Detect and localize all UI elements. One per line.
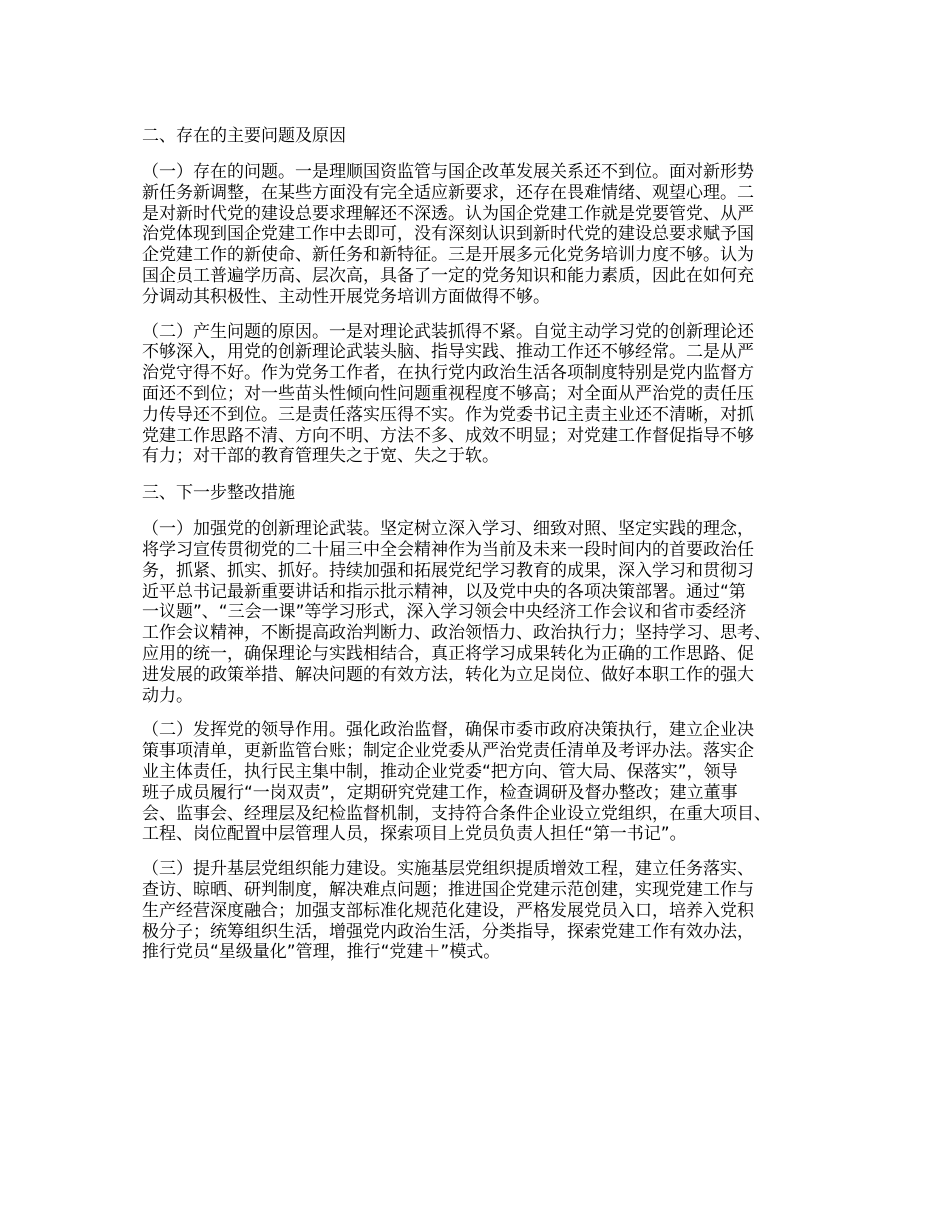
paragraph-line: （二）发挥党的领导作用。强化政治监督，确保市委市政府决策执行，建立企业决 <box>142 720 754 741</box>
paragraph-line: （一）加强党的创新理论武装。坚定树立深入学习、细致对照、坚定实践的理念， <box>142 519 754 540</box>
paragraph-existing-problems <box>142 162 822 308</box>
paragraph-line: 有力；对干部的教育管理失之于宽、失之于软。 <box>142 446 499 467</box>
paragraph-line: 查访、晾晒、研判制度，解决难点问题；推进国企党建示范创建，实现党建工作与 <box>142 879 754 900</box>
paragraph-line: 工程、岗位配置中层管理人员，探索项目上党员负责人担任“第一书记”。 <box>142 824 687 845</box>
paragraph-line: 将学习宣传贯彻党的二十届三中全会精神作为当前及未来一段时间内的首要政治任 <box>142 539 754 560</box>
document-page <box>142 124 822 977</box>
paragraph-line: 推行党员“星级量化”管理，推行“党建＋”模式。 <box>142 942 501 963</box>
paragraph-line: 一议题”、“三会一课”等学习形式，深入学习领会中央经济工作会议和省市委经济 <box>142 602 747 623</box>
paragraph-line: 治党体现到国企党建工作中去即可，没有深刻认识到新时代党的建设总要求赋予国 <box>142 224 754 245</box>
paragraph-line: 工作会议精神，不断提高政治判断力、政治领悟力、政治执行力；坚持学习、思考、 <box>142 623 771 644</box>
paragraph-line: 务，抓紧、抓实、抓好。持续加强和拓展党纪学习教育的成果，深入学习和贯彻习 <box>142 560 754 581</box>
paragraph-line: 治党守得不好。作为党务工作者，在执行党内政治生活各项制度特别是党内监督方 <box>142 363 754 384</box>
paragraph-line: 企党建工作的新使命、新任务和新特征。三是开展多元化党务培训力度不够。认为 <box>142 245 754 266</box>
paragraph-line: 分调动其积极性、主动性开展党务培训方面做得不够。 <box>142 286 550 307</box>
paragraph-line: 力传导还不到位。三是责任落实压得不实。作为党委书记主责主业还不清晰，对抓 <box>142 404 754 425</box>
paragraph-line: 会、监事会、经理层及纪检监督机制，支持符合条件企业设立党组织，在重大项目、 <box>142 803 771 824</box>
paragraph-leadership-role <box>142 720 822 845</box>
paragraph-line: 班子成员履行“一岗双责”，定期研究党建工作，检查调研及督办整改；建立董事 <box>142 782 738 803</box>
paragraph-line: 国企员工普遍学历高、层次高，具备了一定的党务知识和能力素质，因此在如何充 <box>142 265 754 286</box>
paragraph-line: 应用的统一，确保理论与实践相结合，真正将学习成果转化为正确的工作思路、促 <box>142 643 754 664</box>
section-heading-measures: 三、下一步整改措施 <box>142 483 295 504</box>
paragraph-line: （三）提升基层党组织能力建设。实施基层党组织提质增效工程，建立任务落实、 <box>142 859 754 880</box>
paragraph-line: 党建工作思路不清、方向不明、方法不多、成效不明显；对党建工作督促指导不够 <box>142 425 754 446</box>
paragraph-causes <box>142 322 822 468</box>
paragraph-line: 极分子；统筹组织生活，增强党内政治生活，分类指导，探索党建工作有效办法， <box>142 921 754 942</box>
paragraph-line: 策事项清单，更新监管台账；制定企业党委从严治党责任清单及考评办法。落实企 <box>142 741 754 762</box>
paragraph-theory-study <box>142 519 822 706</box>
paragraph-line: 面还不到位；对一些苗头性倾向性问题重视程度不够高；对全面从严治党的责任压 <box>142 383 754 404</box>
paragraph-grassroots-capacity <box>142 859 822 963</box>
paragraph-line: 进发展的政策举措、解决问题的有效方法，转化为立足岗位、做好本职工作的强大 <box>142 664 754 685</box>
paragraph-line: （二）产生问题的原因。一是对理论武装抓得不紧。自觉主动学习党的创新理论还 <box>142 321 754 342</box>
section-heading-problems: 二、存在的主要问题及原因 <box>142 126 346 146</box>
paragraph-line: 不够深入，用党的创新理论武装头脑、指导实践、推动工作还不够经常。二是从严 <box>142 342 754 363</box>
paragraph-line: 近平总书记最新重要讲话和指示批示精神，以及党中央的各项决策部署。通过“第 <box>142 581 746 602</box>
paragraph-line: 生产经营深度融合；加强支部标准化规范化建设，严格发展党员入口，培养入党积 <box>142 900 754 921</box>
paragraph-line: 动力。 <box>142 685 193 706</box>
paragraph-line: 新任务新调整，在某些方面没有完全适应新要求，还存在畏难情绪、观望心理。二 <box>142 182 754 203</box>
paragraph-line: 业主体责任，执行民主集中制，推动企业党委“把方向、管大局、保落实”，领导 <box>142 761 738 782</box>
paragraph-line: （一）存在的问题。一是理顺国资监管与国企改革发展关系还不到位。面对新形势 <box>142 162 754 182</box>
paragraph-line: 是对新时代党的建设总要求理解还不深透。认为国企党建工作就是党要管党、从严 <box>142 203 754 224</box>
